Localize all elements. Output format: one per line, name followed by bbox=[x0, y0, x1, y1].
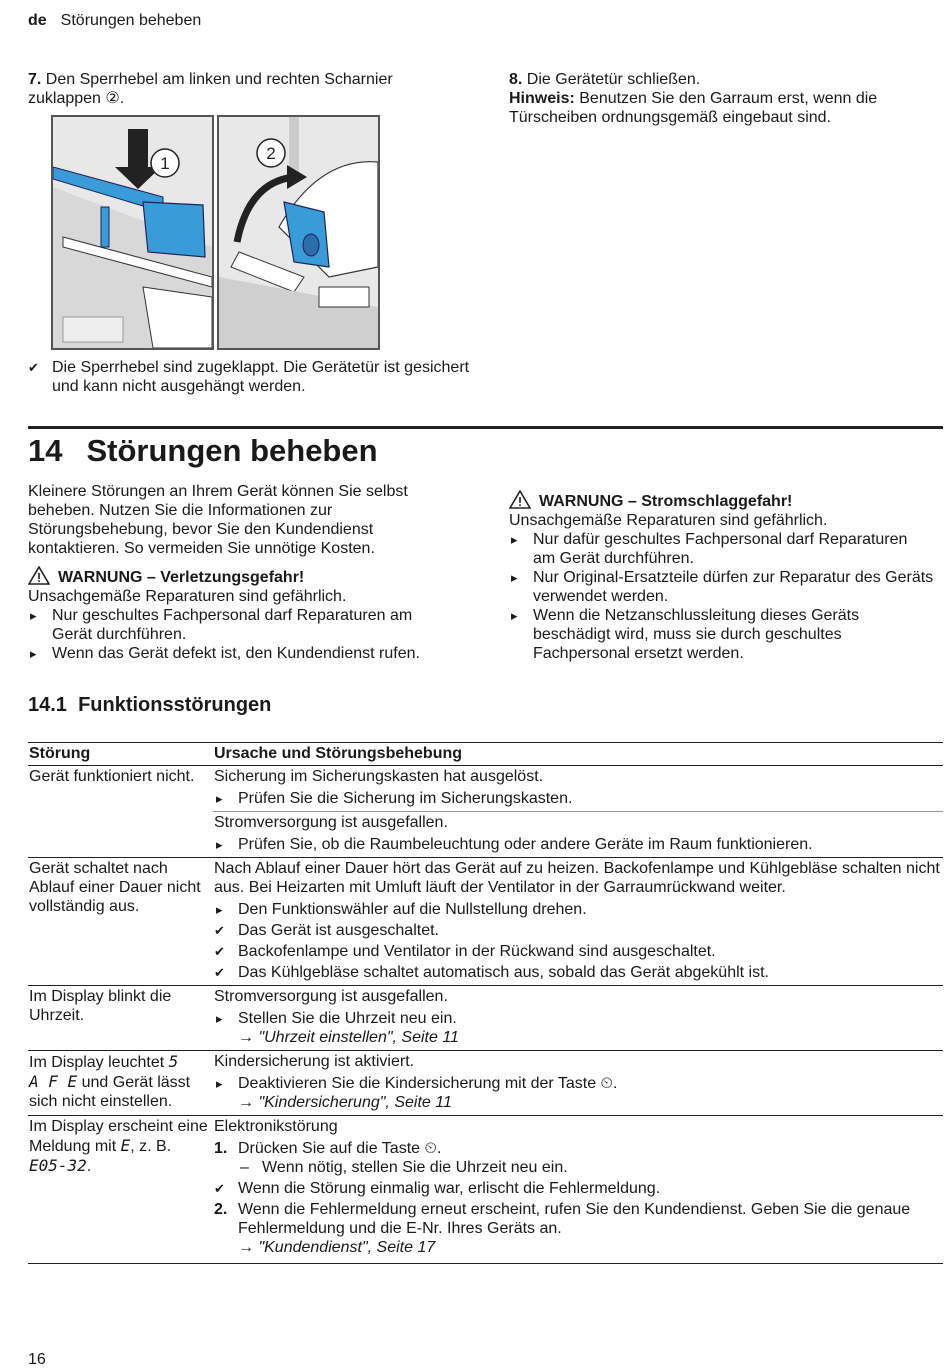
step-text: Die Gerätetür schließen. bbox=[526, 71, 701, 88]
step-number: 1. bbox=[214, 1140, 228, 1157]
page-header bbox=[28, 11, 201, 30]
subsection-heading bbox=[28, 693, 271, 717]
section-title: Störungen beheben bbox=[86, 433, 378, 468]
page-number: 16 bbox=[28, 1351, 46, 1368]
fault-cell: Gerät schaltet nach Ablauf einer Dauer nicht vollständig aus. bbox=[28, 858, 213, 986]
warning-item: ▸ Wenn die Netzanschlussleitung dieses Geräts beschädigt wird, muss sie durch geschultes Fachpersonal ersetzt werden. bbox=[509, 606, 934, 663]
cross-reference: → "Uhrzeit einstellen", Seite 11 bbox=[238, 1029, 459, 1046]
numbered-step bbox=[214, 1139, 941, 1158]
result-item: ✔ Backofenlampe und Ventilator in der Rückwand sind ausgeschaltet. bbox=[214, 942, 941, 961]
step-number: 8. bbox=[509, 71, 523, 88]
column-header-cause: Ursache und Störungsbehebung bbox=[213, 743, 943, 766]
fault-text: und Gerät lässt sich nicht einstellen. bbox=[29, 1074, 191, 1110]
step-number: 7. bbox=[28, 71, 42, 88]
table-row bbox=[28, 986, 943, 1051]
display-symbol: 5 bbox=[168, 1052, 179, 1071]
result-text: Die Sperrhebel sind zugeklappt. Die Gerätetür ist gesichert und kann nicht ausgehängt werden. bbox=[52, 359, 470, 395]
fault-text: . bbox=[86, 1158, 92, 1175]
warning-title-injury bbox=[28, 566, 453, 587]
hinge-lever-illustration-2 bbox=[219, 117, 378, 348]
step-text: Den Sperrhebel am linken und rechten Scharnier zuklappen ②. bbox=[28, 71, 393, 107]
warning-item: ▸ Nur Original-Ersatzteile dürfen zur Reparatur des Geräts verwendet werden. bbox=[509, 568, 934, 606]
cause-text: Elektronikstörung bbox=[214, 1118, 338, 1135]
warning-item: ▸ Nur geschultes Fachpersonal darf Reparaturen am Gerät durchführen. bbox=[28, 606, 453, 644]
result-item: ✔ Das Gerät ist ausgeschaltet. bbox=[214, 921, 941, 940]
note-text: Benutzen Sie den Garraum erst, wenn die Türscheiben ordnungsgemäß eingebaut sind. bbox=[509, 90, 878, 126]
cause-cell bbox=[213, 1051, 943, 1116]
section-heading bbox=[28, 433, 378, 469]
display-symbol: E05-32 bbox=[29, 1156, 87, 1175]
cause-text: Sicherung im Sicherungskasten hat ausgelöst. bbox=[214, 768, 544, 785]
table-row bbox=[28, 858, 943, 986]
fault-cell: Im Display blinkt die Uhrzeit. bbox=[28, 986, 213, 1051]
section-rule bbox=[28, 426, 943, 429]
intro-text: Kleinere Störungen an Ihrem Gerät können Sie selbst beheben. Nutzen Sie die Informationen zur Störungsbehebung, bevor Sie den Kundendienst kontaktieren. So vermeiden Sie unnötige Kosten. bbox=[28, 483, 408, 557]
figure-panel-1 bbox=[51, 115, 214, 350]
table-row bbox=[28, 1051, 943, 1116]
fault-text: Im Display leuchtet bbox=[29, 1054, 169, 1071]
cause-cell bbox=[213, 986, 943, 1051]
fault-cell bbox=[28, 1116, 213, 1264]
warning-item: ▸ Nur dafür geschultes Fachpersonal darf Reparaturen am Gerät durchführen. bbox=[509, 530, 934, 568]
action-item: ▸ Prüfen Sie, ob die Raumbeleuchtung oder andere Geräte im Raum funktionieren. bbox=[214, 835, 941, 854]
warning-title-text: WARNUNG – Stromschlaggefahr! bbox=[539, 493, 793, 510]
fault-text: Im Display erscheint eine Meldung mit bbox=[29, 1118, 208, 1155]
section-number: 14 bbox=[28, 433, 63, 468]
step-text: Drücken Sie auf die Taste ⏲. bbox=[238, 1140, 442, 1157]
warning-triangle-icon bbox=[28, 566, 50, 585]
subsection-number: 14.1 bbox=[28, 694, 67, 716]
numbered-step bbox=[214, 1200, 941, 1238]
warning-item: ▸ Wenn das Gerät defekt ist, den Kundendienst rufen. bbox=[28, 644, 453, 663]
action-item: ▸ Stellen Sie die Uhrzeit neu ein. bbox=[214, 1009, 941, 1028]
cause-text: Stromversorgung ist ausgefallen. bbox=[214, 988, 448, 1005]
figure-panel-2 bbox=[217, 115, 380, 350]
fault-text: , z. B. bbox=[130, 1138, 172, 1155]
step-8 bbox=[509, 70, 929, 127]
cause-cell bbox=[213, 1116, 943, 1264]
display-symbol: A F E bbox=[29, 1072, 78, 1091]
note-label: Hinweis: bbox=[509, 90, 575, 107]
step-text: Wenn die Fehlermeldung erneut erscheint, rufen Sie den Kundendienst. Geben Sie die genaue Fehlermeldung und die E-Nr. Ihres Geräts an. bbox=[238, 1201, 911, 1237]
warning-text: Unsachgemäße Reparaturen sind gefährlich. bbox=[509, 512, 828, 529]
action-item: ▸ Prüfen Sie die Sicherung im Sicherungskasten. bbox=[214, 789, 941, 808]
display-symbol: E bbox=[120, 1136, 131, 1155]
callout-1: 1 bbox=[160, 154, 170, 173]
warning-text: Unsachgemäße Reparaturen sind gefährlich. bbox=[28, 588, 347, 605]
result-item: ✔ Das Kühlgebläse schaltet automatisch aus, sobald das Gerät abgekühlt ist. bbox=[214, 963, 941, 982]
warning-title-shock bbox=[509, 490, 934, 511]
hinge-lever-illustration-1 bbox=[53, 117, 212, 348]
left-column bbox=[28, 482, 453, 663]
warning-triangle-icon bbox=[509, 490, 531, 509]
step-number: 2. bbox=[214, 1201, 228, 1218]
column-header-fault: Störung bbox=[28, 743, 213, 766]
fault-table bbox=[28, 742, 943, 1264]
step-7 bbox=[28, 70, 448, 108]
cause-text: Kindersicherung ist aktiviert. bbox=[214, 1053, 415, 1070]
result-item: ✔ Wenn die Störung einmalig war, erlischt die Fehlermeldung. bbox=[214, 1179, 941, 1198]
table-row bbox=[28, 1116, 943, 1264]
table-row bbox=[28, 766, 943, 812]
callout-2: 2 bbox=[266, 144, 276, 163]
step-7-result bbox=[28, 358, 472, 396]
header-title: Störungen beheben bbox=[60, 12, 202, 29]
action-item: ▸ Den Funktionswähler auf die Nullstellung drehen. bbox=[214, 900, 941, 919]
cause-text: Stromversorgung ist ausgefallen. bbox=[214, 814, 448, 831]
fault-cell: Gerät funktioniert nicht. bbox=[28, 766, 213, 858]
sub-step: – Wenn nötig, stellen Sie die Uhrzeit neu ein. bbox=[214, 1158, 941, 1177]
action-item: ▸ Deaktivieren Sie die Kindersicherung mit der Taste ⏲. bbox=[214, 1074, 941, 1093]
cross-reference: → "Kundendienst", Seite 17 bbox=[238, 1239, 436, 1256]
subsection-title: Funktionsstörungen bbox=[78, 694, 272, 716]
cause-cell bbox=[213, 812, 943, 858]
warning-title-text: WARNUNG – Verletzungsgefahr! bbox=[58, 569, 305, 586]
right-column bbox=[509, 490, 934, 663]
fault-cell bbox=[28, 1051, 213, 1116]
table-header-row bbox=[28, 743, 943, 766]
cause-cell bbox=[213, 858, 943, 986]
cross-reference: → "Kindersicherung", Seite 11 bbox=[238, 1094, 452, 1111]
cause-cell bbox=[213, 766, 943, 812]
cause-text: Nach Ablauf einer Dauer hört das Gerät auf zu heizen. Backofenlampe und Kühlgebläse schalten nicht aus. Bei Heizarten mit Umluft läuft der Ventilator in der Garraumrückwand weiter. bbox=[214, 860, 940, 896]
language-tag: de bbox=[28, 12, 47, 29]
